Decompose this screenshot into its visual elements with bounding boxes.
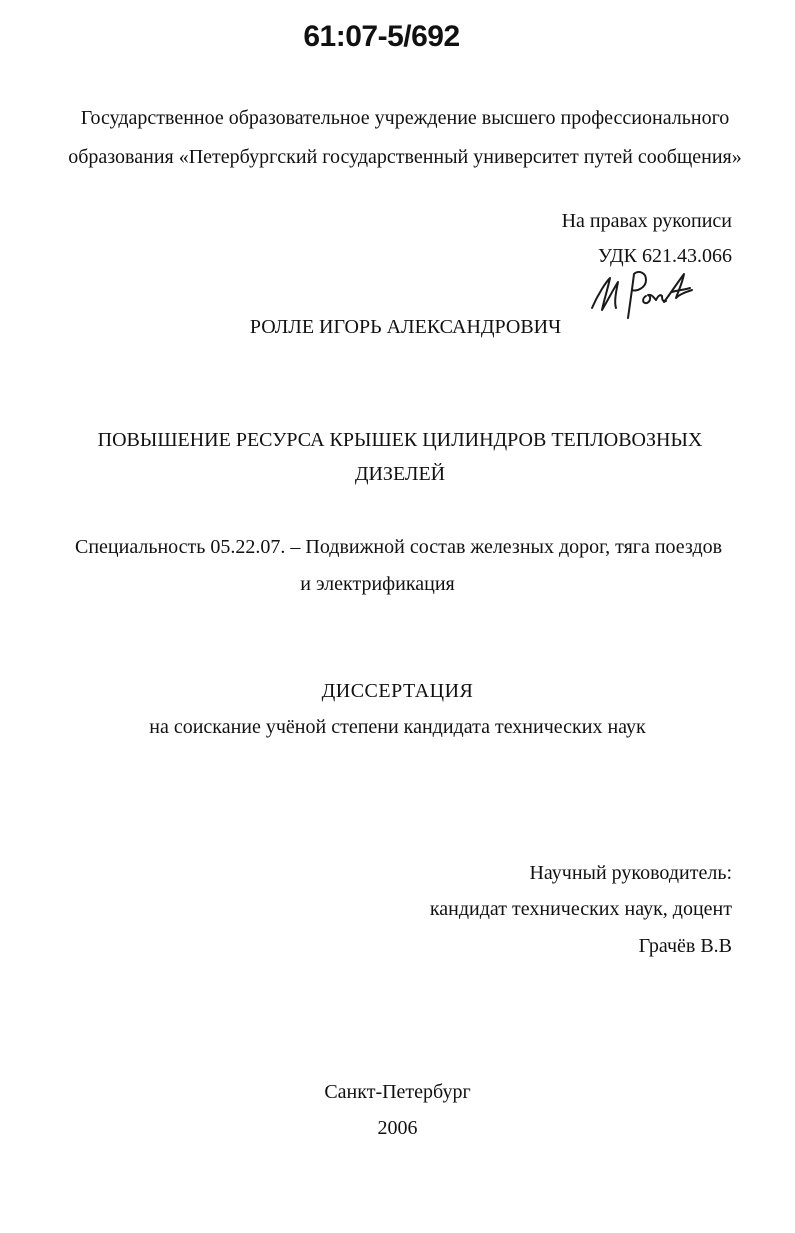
signature-stroke (628, 272, 646, 318)
speciality-line-1: Специальность 05.22.07. – Подвижной состав железных дорог, тяга поездов (75, 536, 723, 558)
document-type: ДИССЕРТАЦИЯ (321, 680, 474, 702)
year: 2006 (377, 1117, 418, 1139)
institution-name: Государственное образовательное учреждение высшего профессионального образования «Петербургский государственный университет путей сообщения» (68, 107, 742, 168)
dissertation-title: ПОВЫШЕНИЕ РЕСУРСА КРЫШЕК ЦИЛИНДРОВ ТЕПЛОВОЗНЫХ ДИЗЕЛЕЙ (97, 429, 703, 485)
rights-note: На правах рукописи (561, 210, 732, 232)
degree-purpose: на соискание учёной степени кандидата технических наук (149, 716, 646, 738)
supervisor-name: Грачёв В.В (638, 935, 732, 957)
city: Санкт-Петербург (324, 1081, 471, 1103)
supervisor-rank: кандидат технических наук, доцент (429, 898, 732, 920)
udc-code: УДК 621.43.066 (597, 245, 732, 267)
supervisor-label: Научный руководитель: (529, 862, 732, 884)
author-name: РОЛЛЕ ИГОРЬ АЛЕКСАНДРОВИЧ (249, 316, 562, 338)
signature-stroke (592, 278, 618, 310)
signature-stroke (643, 295, 666, 303)
author-signature (588, 264, 698, 322)
catalog-number: 61:07-5/692 (303, 20, 460, 53)
speciality-line-2: и электрификация (300, 573, 455, 595)
